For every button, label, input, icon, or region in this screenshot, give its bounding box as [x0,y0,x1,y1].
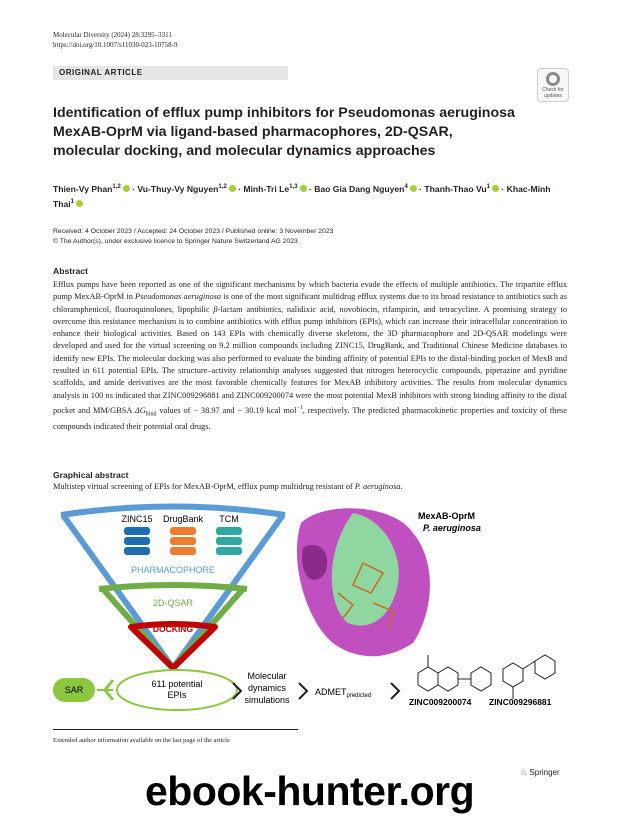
db-label-drugbank: DrugBank [162,514,204,524]
author[interactable]: Bao Gia Dang Nguyen$^4$ [314,184,417,194]
funnel-green-arc [99,585,247,589]
abstract-text [53,279,567,433]
author[interactable]: Vu-Thuy-Vy Nguyen$^{1,2}$ [137,184,235,194]
result-line-2: EPIs [167,690,187,700]
abstract-part: -lactam antibiotics, nalidixic acid, novobiocin, rifampicin, and tetracycline. A promising strategy to overcome this resistance mechanism is to combine antibiotics with efflux pump inhibitors (EPIs), which can increase their intracellular concentration to enhance their biological activities. Based on 143 EPIs with chemically diverse skeletons, the 3D pharmacophore and 2D-QSAR modelings were developed and used for the virtual screening on 9.2 million compounds including ZINC15, DrugBank, and Traditional Chinese Medicine databases to identify new EPIs. The molecular docking was also performed to evaluate the binding affinity of potential EPIs to the distal-binding pocket of MexB and resulted in 611 potential EPIs. The structure–activity relationship analyses suggested that nitrogen heterocyclic compounds, piperazine and pyridine scaffolds, and amide derivatives are the most favorable chemically features for MexAB inhibitory activities. The results from molecular dynamics analysis in 100 ns indicated that ZINC009296881 and ZINC009200074 were the most potential MexB inhibitors with strong binding affinity to the distal pocket and MM/GBSA [53,304,567,415]
graphical-abstract-figure [53,493,567,723]
protein-species-label: P. aeruginosa [423,523,481,533]
author[interactable]: Khac-Minh Thai$^1$ [53,183,551,209]
author[interactable]: Thanh-Thao Vu$^1$ [424,184,499,194]
abstract-beta: β [213,304,218,314]
author-separator: · [498,183,507,194]
journal-citation: Molecular Diversity (2024) 28:3295–3311 [53,31,172,39]
author-affiliation: 4 [404,184,408,190]
stage-pharmacophore: PHARMACOPHORE [130,565,216,575]
md-line-3: simulations [244,695,290,705]
compound-zinc009296881-structure [503,655,555,699]
journal-header [53,30,177,50]
author-affiliation: 1,2 [112,184,121,190]
article-type-badge: ORIGINAL ARTICLE [53,66,288,80]
orcid-icon[interactable] [300,185,307,192]
db-label-zinc15: ZINC15 [121,514,153,524]
author-separator: · [416,183,425,194]
footnote: Extended author information available on the last page of the article [53,737,230,744]
author-affiliation: 1 [70,198,75,205]
author-separator: · [235,183,244,194]
sar-label: SAR [64,685,84,695]
orcid-icon[interactable] [410,185,417,192]
abstract-unit-sup: −1 [296,404,303,411]
zinc15-database-icon [124,527,150,555]
tcm-database-icon [216,527,242,555]
abstract-part: , respectively. The predicted pharmacokinetic properties and toxicity of these compounds indicated their potential oral drugs. [53,405,567,431]
protein-surface-image [297,508,430,656]
abstract-part: values of − 38.97 and − 30.19 kcal mol [156,405,297,415]
copyright: © The Author(s), under exclusive licence to Springer Nature Switzerland AG 2023 [53,237,298,245]
db-label-tcm: TCM [219,514,239,524]
author[interactable]: Minh-Tri Le$^{1,3}$ [243,184,306,194]
footnote-rule [53,729,298,730]
abstract-part: Efflux pumps have been reported as one of the significant mechanisms by which bacteria evade the effects of multiple antibiotics. The tripartite efflux pump MexAB-OprM in [53,280,567,302]
author-separator: · [306,183,315,194]
stage-docking: DOCKING [152,624,194,634]
compound-label-2: ZINC009296881 [489,697,552,707]
abstract-dg-sub: bind [145,411,157,418]
article-title: Identification of efflux pump inhibitors for Pseudomonas aeruginosa MexAB-OprM via ligand-based pharmacophores, 2D-QSAR, molecular docking, and molecular dynamics approaches [53,105,515,159]
compound-zinc009200074-structure [418,655,491,691]
doi-link[interactable]: https://doi.org/10.1007/s11030-023-10758-9 [53,41,178,49]
caption-text: Multistep virtual screening of EPIs for MexAB-OprM, efflux pump multidrug resistant of [53,482,355,491]
orcid-icon[interactable] [229,185,236,192]
publisher-name: Springer [529,768,560,777]
springer-logo [520,768,560,777]
admet-label: $ADMET_{predicted}$ [315,687,372,699]
compound-label-1: ZINC009200074 [409,697,472,707]
history-dates: Received: 4 October 2023 / Accepted: 24 October 2023 / Published online: 3 November 2023 [53,228,334,235]
check-updates-icon [546,72,560,86]
springer-horse-icon: ♘ [520,768,528,777]
abstract-species: Pseudomonas aeruginosa [135,292,222,302]
author-affiliation: 1 [486,184,490,190]
md-line-2: dynamics [247,683,287,693]
orcid-icon[interactable] [492,185,499,192]
stage-2d-qsar: 2D-QSAR [152,598,194,608]
orcid-icon[interactable] [76,200,83,207]
article-dates [53,227,333,246]
author-list [53,181,553,211]
check-updates-label: Check for updates [542,87,564,99]
check-updates-button[interactable] [537,68,569,102]
author-affiliation: 1,3 [289,184,298,190]
protein-label: MexAB-OprM [418,511,476,521]
abstract-heading: Abstract [53,266,88,276]
chevron-right-icon [299,683,307,699]
abstract-part: is one of the most significant multidrug efflux systems due to its broad resistance to antibiotics such as chloramphenicol, fluoroquinolones, lipophilic [53,292,568,314]
graphical-abstract-caption: Multistep virtual screening of EPIs for MexAB-OprM, efflux pump multidrug resistant of P. aeruginosa. [53,482,403,491]
result-line-1: 611 potential [151,679,203,689]
drugbank-database-icon [170,527,196,555]
watermark: ebook-hunter.org [145,768,475,814]
graphical-abstract-heading: Graphical abstract [53,470,129,480]
caption-species: P. aeruginosa [354,482,401,491]
orcid-icon[interactable] [123,185,130,192]
author-separator: · [129,183,138,194]
author-affiliation: 1,2 [218,184,227,190]
abstract-dg: ΔG [134,405,146,415]
author[interactable]: Thien-Vy Phan$^{1,2}$ [53,184,130,194]
chevron-right-icon [391,683,399,699]
md-line-1: Molecular [247,671,287,681]
